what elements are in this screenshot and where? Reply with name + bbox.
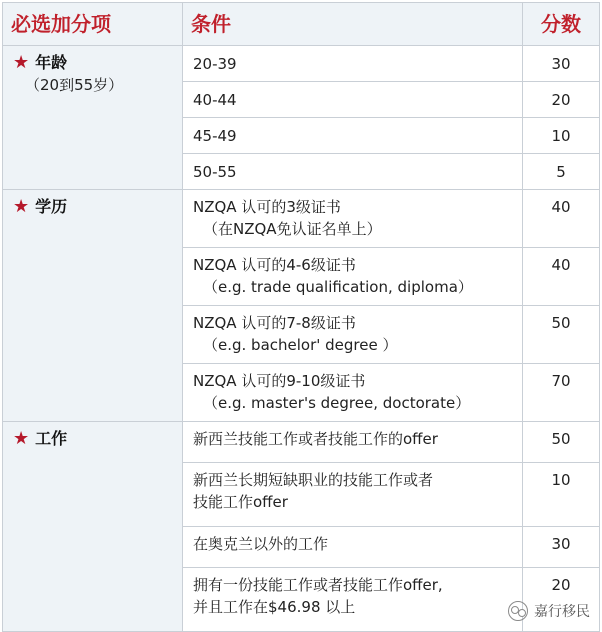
category-education [3,190,183,422]
score-cell: 50 [523,306,600,364]
condition-cell: NZQA 认可的3级证书 （在NZQA免认证名单上） [183,190,523,248]
chat-bubbles-icon [508,601,528,621]
condition-cell: NZQA 认可的9-10级证书 （e.g. master's degree, doctorate） [183,364,523,422]
star-icon: ★ [13,196,30,217]
table-row [3,46,600,82]
condition-cell: 45-49 [183,118,523,154]
watermark-text: 嘉行移民 [534,604,590,620]
score-cell: 70 [523,364,600,422]
condition-cell: 20-39 [183,46,523,82]
table-row [3,190,600,248]
condition-cell: 50-55 [183,154,523,190]
category-title: 年龄 [35,53,68,72]
star-icon: ★ [13,428,30,449]
header-category: 必选加分项 [3,3,183,46]
score-cell: 20 [523,568,600,632]
score-cell: 30 [523,46,600,82]
category-work [3,422,183,632]
header-condition: 条件 [183,3,523,46]
category-age [3,46,183,190]
score-cell: 10 [523,463,600,527]
score-cell: 40 [523,248,600,306]
score-cell: 10 [523,118,600,154]
condition-cell: 新西兰技能工作或者技能工作的offer [183,422,523,463]
condition-cell: NZQA 认可的4-6级证书 （e.g. trade qualification, diploma） [183,248,523,306]
points-table [2,2,600,632]
score-cell: 20 [523,82,600,118]
star-icon: ★ [13,52,30,73]
score-cell: 50 [523,422,600,463]
score-cell: 40 [523,190,600,248]
condition-cell: 拥有一份技能工作或者技能工作offer, 并且工作在$46.98 以上 [183,568,523,632]
watermark [508,601,590,621]
category-title: 学历 [35,197,68,216]
header-row [3,3,600,46]
category-subtitle: （20到55岁） [25,76,124,94]
category-title: 工作 [35,429,68,448]
condition-cell: 新西兰长期短缺职业的技能工作或者 技能工作offer [183,463,523,527]
table-row [3,422,600,463]
condition-cell: NZQA 认可的7-8级证书 （e.g. bachelor' degree ） [183,306,523,364]
condition-cell: 在奥克兰以外的工作 [183,527,523,568]
condition-cell: 40-44 [183,82,523,118]
score-cell: 30 [523,527,600,568]
header-score: 分数 [523,3,600,46]
score-cell: 5 [523,154,600,190]
